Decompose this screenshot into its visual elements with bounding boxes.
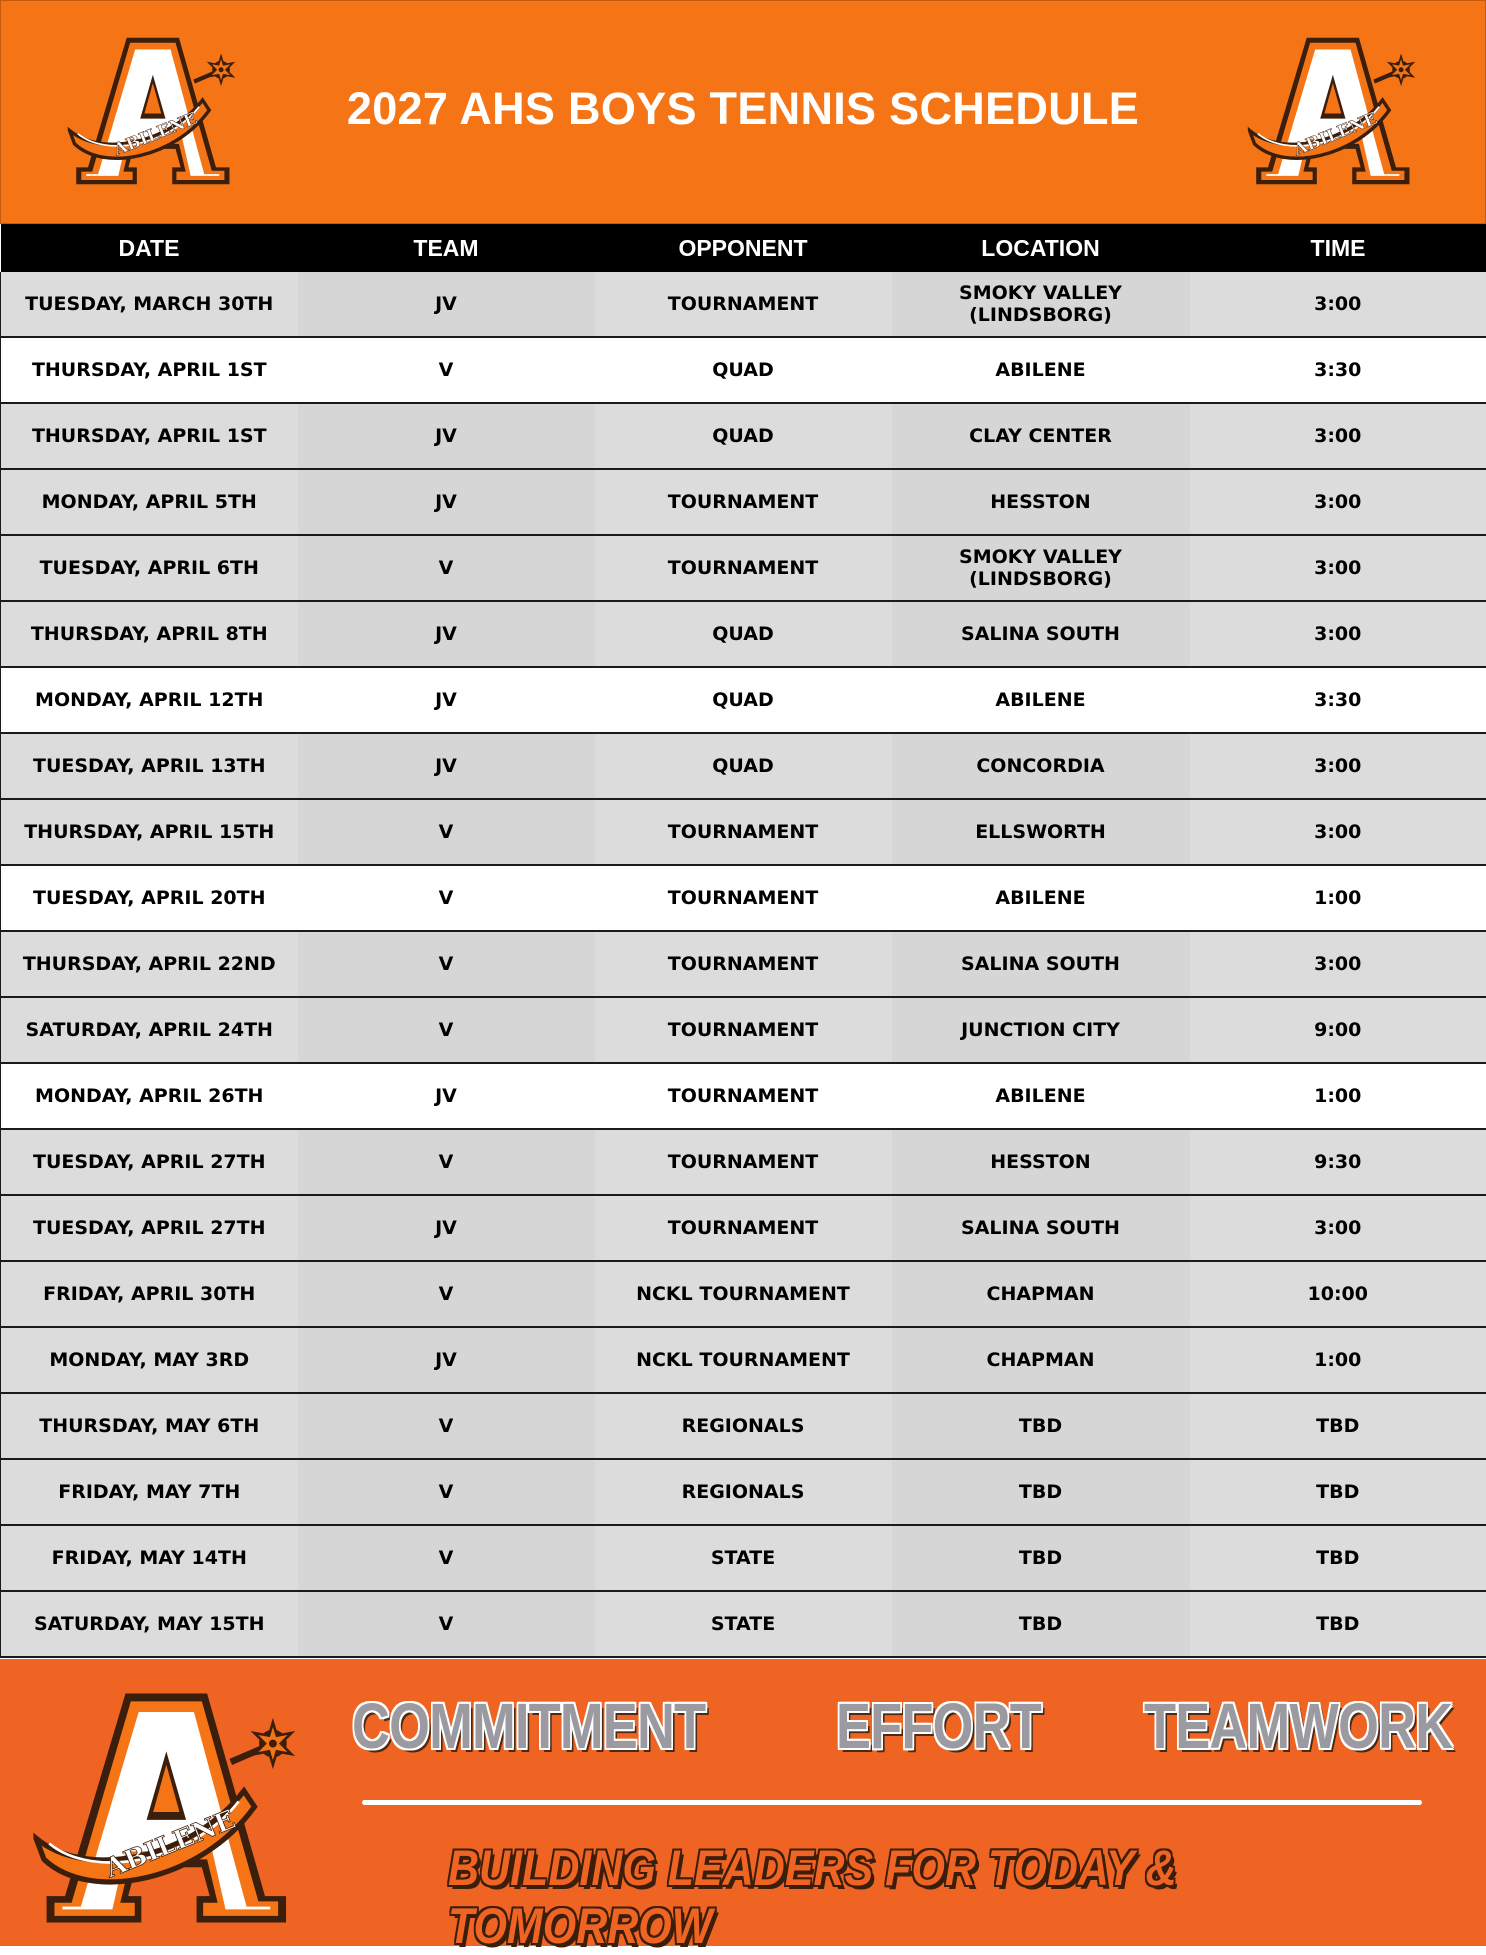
logo-text: ABILENE [100, 1804, 240, 1885]
cell-time: 3:00 [1190, 733, 1486, 799]
cell-date: FRIDAY, MAY 14TH [1, 1525, 298, 1591]
schedule-table [0, 224, 1486, 1658]
cell-time: 3:30 [1190, 667, 1486, 733]
cell-time: 3:00 [1190, 403, 1486, 469]
column-header-time: TIME [1190, 224, 1486, 272]
cell-time: 3:00 [1190, 601, 1486, 667]
cell-opponent: TOURNAMENT [595, 272, 892, 337]
cell-team: V [298, 799, 595, 865]
cell-team: JV [298, 1195, 595, 1261]
cell-opponent: TOURNAMENT [595, 799, 892, 865]
value-effort: EFFORT [836, 1689, 1041, 1763]
table-row [1, 469, 1486, 535]
footer-divider [362, 1800, 1422, 1805]
cell-team: V [298, 1591, 595, 1657]
cell-opponent: TOURNAMENT [595, 931, 892, 997]
cell-date: TUESDAY, APRIL 13TH [1, 733, 298, 799]
cell-team: JV [298, 1327, 595, 1393]
cell-location: SALINA SOUTH [892, 931, 1190, 997]
logo-text: ABILENE [110, 108, 200, 160]
cell-team: V [298, 1525, 595, 1591]
table-row [1, 1459, 1486, 1525]
cell-opponent: TOURNAMENT [595, 469, 892, 535]
abilene-logo-right [1247, 31, 1417, 191]
cell-date: MONDAY, APRIL 5TH [1, 469, 298, 535]
cell-opponent: QUAD [595, 337, 892, 403]
cell-location: CLAY CENTER [892, 403, 1190, 469]
table-row [1, 272, 1486, 337]
cell-time: 3:00 [1190, 535, 1486, 601]
abilene-logo-large [30, 1683, 300, 1933]
cell-date: TUESDAY, MARCH 30TH [1, 272, 298, 337]
table-row [1, 1525, 1486, 1591]
table-row [1, 535, 1486, 601]
cell-date: THURSDAY, APRIL 1ST [1, 337, 298, 403]
cell-location: TBD [892, 1525, 1190, 1591]
cell-time: 3:00 [1190, 799, 1486, 865]
tagline: BUILDING LEADERS FOR TODAY & TOMORROW [448, 1839, 1341, 1955]
value-commitment: COMMITMENT [352, 1689, 705, 1763]
cell-time: 1:00 [1190, 1063, 1486, 1129]
cell-location: SALINA SOUTH [892, 601, 1190, 667]
cell-time: 1:00 [1190, 1327, 1486, 1393]
cell-time: 3:00 [1190, 931, 1486, 997]
table-row [1, 1591, 1486, 1657]
column-header-date: DATE [1, 224, 298, 272]
cell-location: JUNCTION CITY [892, 997, 1190, 1063]
table-row [1, 667, 1486, 733]
cell-date: MONDAY, APRIL 26TH [1, 1063, 298, 1129]
cell-team: V [298, 865, 595, 931]
cell-location: ABILENE [892, 1063, 1190, 1129]
cell-date: THURSDAY, APRIL 8TH [1, 601, 298, 667]
footer-banner [0, 1659, 1486, 1946]
cell-team: JV [298, 272, 595, 337]
cell-time: TBD [1190, 1393, 1486, 1459]
table-row [1, 337, 1486, 403]
cell-date: TUESDAY, APRIL 6TH [1, 535, 298, 601]
cell-opponent: QUAD [595, 601, 892, 667]
cell-team: V [298, 1129, 595, 1195]
cell-opponent: QUAD [595, 667, 892, 733]
cell-team: V [298, 1261, 595, 1327]
column-header-location: LOCATION [892, 224, 1190, 272]
cell-date: FRIDAY, MAY 7TH [1, 1459, 298, 1525]
cell-opponent: STATE [595, 1591, 892, 1657]
cell-team: V [298, 1459, 595, 1525]
table-row [1, 601, 1486, 667]
cell-date: SATURDAY, APRIL 24TH [1, 997, 298, 1063]
cell-date: MONDAY, MAY 3RD [1, 1327, 298, 1393]
table-row [1, 1261, 1486, 1327]
cell-time: 1:00 [1190, 865, 1486, 931]
cell-date: TUESDAY, APRIL 20TH [1, 865, 298, 931]
cell-location: TBD [892, 1393, 1190, 1459]
cell-opponent: TOURNAMENT [595, 997, 892, 1063]
cell-date: FRIDAY, APRIL 30TH [1, 1261, 298, 1327]
table-row [1, 931, 1486, 997]
cell-team: JV [298, 733, 595, 799]
cell-opponent: TOURNAMENT [595, 1195, 892, 1261]
table-row [1, 1063, 1486, 1129]
cell-location: CHAPMAN [892, 1261, 1190, 1327]
cell-location: HESSTON [892, 469, 1190, 535]
cell-location: ABILENE [892, 865, 1190, 931]
cell-location: TBD [892, 1591, 1190, 1657]
cell-date: SATURDAY, MAY 15TH [1, 1591, 298, 1657]
header-banner [0, 0, 1486, 224]
cell-team: JV [298, 601, 595, 667]
cell-team: JV [298, 667, 595, 733]
cell-opponent: STATE [595, 1525, 892, 1591]
column-header-team: TEAM [298, 224, 595, 272]
cell-opponent: NCKL TOURNAMENT [595, 1327, 892, 1393]
table-row [1, 1129, 1486, 1195]
cell-date: TUESDAY, APRIL 27TH [1, 1195, 298, 1261]
cell-team: V [298, 997, 595, 1063]
cell-team: JV [298, 469, 595, 535]
cell-location: SMOKY VALLEY (LINDSBORG) [892, 535, 1190, 601]
cell-time: 10:00 [1190, 1261, 1486, 1327]
cell-opponent: REGIONALS [595, 1393, 892, 1459]
value-teamwork: TEAMWORK [1144, 1689, 1452, 1763]
cell-date: THURSDAY, MAY 6TH [1, 1393, 298, 1459]
cell-location: SMOKY VALLEY (LINDSBORG) [892, 272, 1190, 337]
cell-location: ABILENE [892, 337, 1190, 403]
cell-date: MONDAY, APRIL 12TH [1, 667, 298, 733]
cell-opponent: TOURNAMENT [595, 865, 892, 931]
cell-time: TBD [1190, 1459, 1486, 1525]
table-row [1, 1393, 1486, 1459]
cell-date: THURSDAY, APRIL 15TH [1, 799, 298, 865]
cell-opponent: QUAD [595, 403, 892, 469]
cell-time: 3:00 [1190, 1195, 1486, 1261]
cell-time: 3:30 [1190, 337, 1486, 403]
cell-time: TBD [1190, 1591, 1486, 1657]
cell-opponent: TOURNAMENT [595, 1063, 892, 1129]
cell-location: ABILENE [892, 667, 1190, 733]
cell-opponent: QUAD [595, 733, 892, 799]
cell-team: V [298, 337, 595, 403]
cell-location: TBD [892, 1459, 1190, 1525]
cell-location: CHAPMAN [892, 1327, 1190, 1393]
cell-time: 9:30 [1190, 1129, 1486, 1195]
cell-team: V [298, 535, 595, 601]
table-row [1, 1327, 1486, 1393]
cell-location: HESSTON [892, 1129, 1190, 1195]
table-row [1, 733, 1486, 799]
abilene-logo-left [67, 31, 237, 191]
cell-team: V [298, 931, 595, 997]
cell-location: ELLSWORTH [892, 799, 1190, 865]
table-row [1, 799, 1486, 865]
cell-opponent: TOURNAMENT [595, 535, 892, 601]
cell-date: THURSDAY, APRIL 1ST [1, 403, 298, 469]
cell-time: 3:00 [1190, 272, 1486, 337]
cell-date: THURSDAY, APRIL 22ND [1, 931, 298, 997]
cell-location: SALINA SOUTH [892, 1195, 1190, 1261]
cell-opponent: TOURNAMENT [595, 1129, 892, 1195]
logo-text: ABILENE [1290, 108, 1380, 160]
table-row [1, 865, 1486, 931]
table-row [1, 997, 1486, 1063]
page-title: 2027 AHS BOYS TENNIS SCHEDULE [261, 83, 1225, 135]
table-header-row [1, 224, 1486, 272]
cell-time: 3:00 [1190, 469, 1486, 535]
cell-team: V [298, 1393, 595, 1459]
column-header-opponent: OPPONENT [595, 224, 892, 272]
table-row [1, 403, 1486, 469]
cell-time: TBD [1190, 1525, 1486, 1591]
cell-team: JV [298, 1063, 595, 1129]
cell-date: TUESDAY, APRIL 27TH [1, 1129, 298, 1195]
schedule-body [1, 272, 1486, 1657]
cell-time: 9:00 [1190, 997, 1486, 1063]
table-row [1, 1195, 1486, 1261]
cell-opponent: NCKL TOURNAMENT [595, 1261, 892, 1327]
cell-team: JV [298, 403, 595, 469]
cell-opponent: REGIONALS [595, 1459, 892, 1525]
cell-location: CONCORDIA [892, 733, 1190, 799]
